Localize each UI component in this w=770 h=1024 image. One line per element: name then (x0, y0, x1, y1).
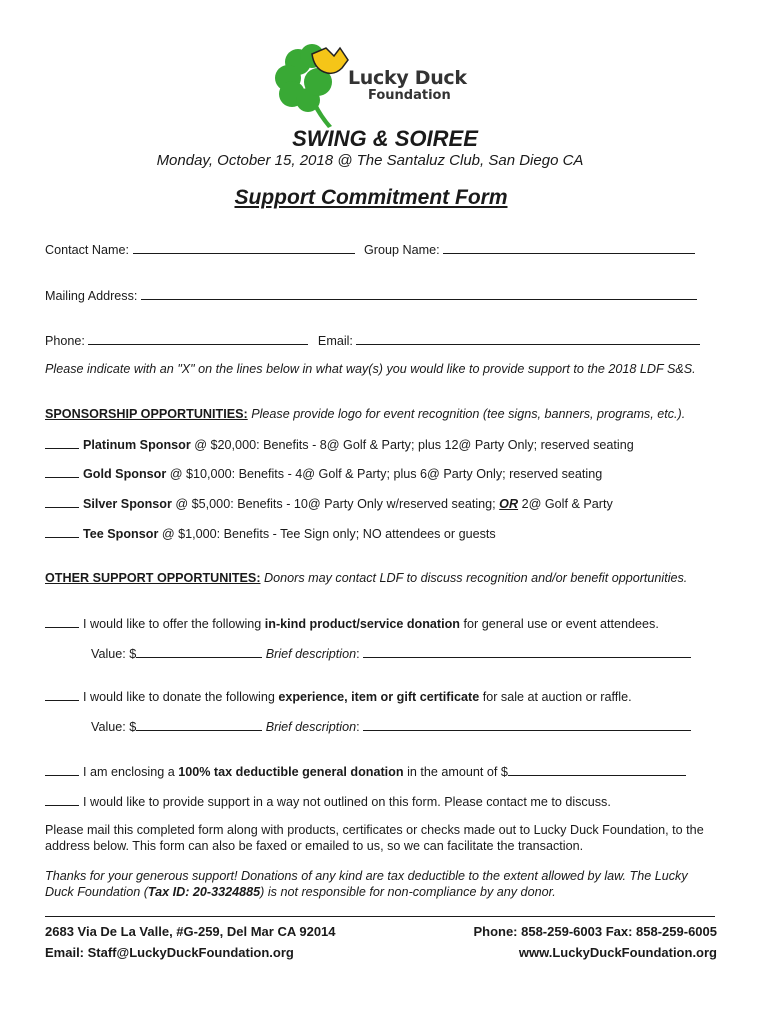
tee-check-line[interactable] (45, 526, 79, 538)
general-bold: 100% tax deductible general donation (178, 765, 404, 779)
email-label: Email: (317, 334, 353, 348)
experience-pre: I would like to donate the following (83, 690, 275, 704)
experience-description-field[interactable] (363, 719, 691, 731)
inkind-check-line[interactable] (45, 616, 79, 628)
mailing-address-label: Mailing Address: (45, 289, 138, 303)
inkind-post: for general use or event attendees. (463, 617, 659, 631)
other-way-text: I would like to provide support in a way not outlined on this form. Please contact me to discuss. (83, 795, 611, 809)
inkind-option (45, 616, 659, 631)
instruction-text: Please indicate with an "X" on the lines below in what way(s) you would like to provide support to the 2018 LDF S&S. (45, 362, 696, 376)
sponsor-detail-after: 2@ Golf & Party (521, 497, 613, 511)
other-way-option (45, 794, 611, 809)
desc-label: Brief description (265, 647, 357, 661)
email-field[interactable] (356, 333, 700, 345)
lucky-duck-logo (268, 42, 478, 132)
logo-sub: Foundation (368, 88, 451, 103)
general-donation-option (45, 764, 686, 779)
contact-name-label: Contact Name: (45, 243, 129, 257)
sponsorship-heading-row (45, 407, 685, 421)
sponsor-detail: @ $1,000: Benefits - Tee Sign only; NO attendees or guests (161, 527, 496, 541)
sponsor-name: Gold Sponsor (83, 467, 167, 481)
sponsor-detail: @ $20,000: Benefits - 8@ Golf & Party; plus 12@ Party Only; reserved seating (194, 438, 634, 452)
phone-field[interactable] (88, 333, 308, 345)
group-name-field[interactable] (443, 242, 695, 254)
footer-email[interactable]: Email: Staff@LuckyDuckFoundation.org (45, 945, 294, 960)
inkind-description-field[interactable] (363, 646, 691, 658)
phone-email-row (45, 333, 700, 348)
phone-label: Phone: (45, 334, 85, 348)
sponsorship-heading: SPONSORSHIP OPPORTUNITIES: (45, 407, 248, 421)
event-title: SWING & SOIREE (292, 126, 478, 151)
general-pre: I am enclosing a (83, 765, 175, 779)
experience-value-row: Value: $ Brief description: (91, 719, 691, 734)
footer-website[interactable]: www.LuckyDuckFoundation.org (518, 945, 717, 960)
form-title: Support Commitment Form (234, 186, 508, 209)
tax-id: Tax ID: 20-3324885 (147, 885, 261, 899)
thanks-post: ) is not responsible for non-compliance by any donor. (260, 885, 556, 899)
or-text: OR (499, 497, 519, 511)
mailing-address-field[interactable] (141, 288, 697, 300)
contact-name-field[interactable] (133, 242, 355, 254)
value-label: Value: $ (91, 647, 137, 661)
desc-label: Brief description (265, 720, 357, 734)
experience-value-field[interactable] (136, 719, 262, 731)
inkind-value-field[interactable] (136, 646, 262, 658)
other-way-check-line[interactable] (45, 794, 79, 806)
experience-post: for sale at auction or raffle. (482, 690, 632, 704)
other-heading: OTHER SUPPORT OPPORTUNITES: (45, 571, 261, 585)
other-note: Donors may contact LDF to discuss recognition and/or benefit opportunities. (264, 571, 688, 585)
mail-instructions: Please mail this completed form along with products, certificates or checks made out to Lucky Duck Foundation, to the address below. This form can also be faxed or emailed to us, so we can facilitate the transaction. (45, 823, 704, 853)
gold-check-line[interactable] (45, 466, 79, 478)
mailing-address-row (45, 288, 697, 303)
thanks-note (45, 868, 705, 900)
sponsor-name: Silver Sponsor (83, 497, 172, 511)
footer-phone-fax: Phone: 858-259-6003 Fax: 858-259-6005 (473, 924, 717, 939)
general-amount-field[interactable] (508, 764, 686, 776)
general-post: in the amount of $ (407, 765, 508, 779)
sponsor-detail: @ $10,000: Benefits - 4@ Golf & Party; plus 6@ Party Only; reserved seating (169, 467, 603, 481)
sponsor-option-gold (45, 466, 602, 481)
footer-divider (45, 916, 715, 917)
inkind-bold: in-kind product/service donation (264, 617, 461, 631)
logo-name: Lucky Duck (348, 67, 467, 89)
general-check-line[interactable] (45, 764, 79, 776)
inkind-value-row: Value: $ Brief description: (91, 646, 691, 661)
experience-bold: experience, item or gift certificate (278, 690, 480, 704)
contact-name-row (45, 242, 695, 257)
sponsorship-note: Please provide logo for event recognition (tee signs, banners, programs, etc.). (251, 407, 686, 421)
platinum-check-line[interactable] (45, 437, 79, 449)
silver-check-line[interactable] (45, 496, 79, 508)
sponsor-name: Platinum Sponsor (83, 438, 191, 452)
other-heading-row (45, 571, 687, 585)
footer-address: 2683 Via De La Valle, #G-259, Del Mar CA 92014 (45, 924, 336, 939)
sponsor-option-tee (45, 526, 496, 541)
sponsor-detail: @ $5,000: Benefits - 10@ Party Only w/reserved seating; (175, 497, 496, 511)
sponsor-option-platinum (45, 437, 634, 452)
group-name-label: Group Name: (364, 243, 440, 257)
value-label: Value: $ (91, 720, 137, 734)
event-subtitle: Monday, October 15, 2018 @ The Santaluz Club, San Diego CA (156, 152, 584, 169)
sponsor-option-silver (45, 496, 613, 511)
sponsor-name: Tee Sponsor (83, 527, 159, 541)
experience-option (45, 689, 632, 704)
inkind-pre: I would like to offer the following (83, 617, 262, 631)
thanks-pre: Thanks for your generous support! Donations of any kind are tax deductible to the extent allowed by law. The Lucky Duck Foundation ( (45, 869, 688, 899)
experience-check-line[interactable] (45, 689, 79, 701)
